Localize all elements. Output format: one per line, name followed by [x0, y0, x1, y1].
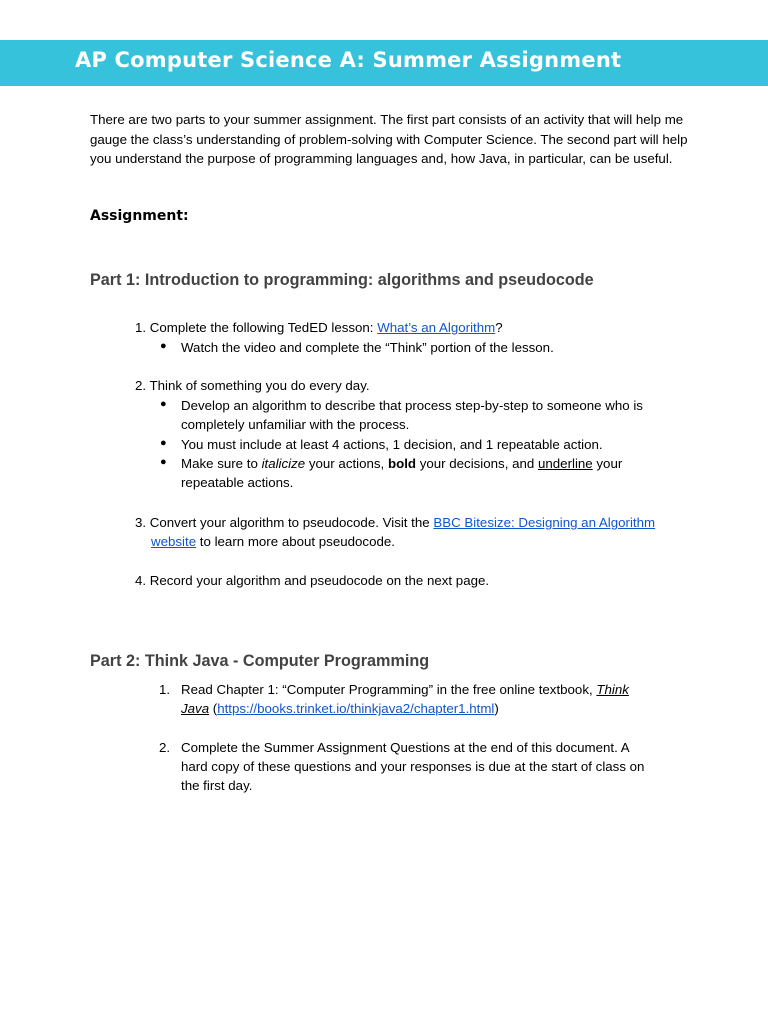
assignment-heading: Assignment:	[90, 208, 189, 224]
part1-item2-bullet2: You must include at least 4 actions, 1 decision, and 1 repeatable action.	[181, 437, 603, 452]
italicize-word: italicize	[261, 456, 306, 471]
part2-item2-line1: Complete the Summer Assignment Questions at the end of this document. A	[181, 740, 630, 755]
bullet-icon: ●	[160, 456, 167, 468]
bbc-bitesize-link[interactable]: BBC Bitesize: Designing an Algorithm	[433, 515, 656, 530]
bbc-bitesize-link-continued[interactable]: website	[151, 534, 197, 549]
think-java-url-link[interactable]: https://books.trinket.io/thinkjava2/chapter1.html	[217, 701, 495, 716]
bullet3-text: your decisions, and	[416, 456, 538, 471]
part2-item2-line2: hard copy of these questions and your responses is due at the start of class on	[181, 759, 645, 774]
page-title: AP Computer Science A: Summer Assignment	[75, 48, 622, 72]
part1-item1-suffix: ?	[495, 320, 503, 335]
part2-item2-number: 2.	[159, 740, 171, 755]
bullet3-text: Make sure to	[181, 456, 262, 471]
part2-item1-line1	[181, 680, 629, 700]
part2-heading: Part 2: Think Java - Computer Programming	[90, 652, 430, 670]
think-java-title: Think	[596, 682, 629, 697]
part1-item2: 2. Think of something you do every day.	[135, 378, 370, 393]
bullet-icon: ●	[160, 398, 167, 410]
bullet-icon: ●	[160, 340, 167, 352]
part1-item1	[135, 318, 503, 338]
bullet3-text: your	[592, 456, 623, 471]
part1-item1-bullet: Watch the video and complete the “Think” portion of the lesson.	[181, 340, 554, 355]
title-banner	[0, 40, 768, 86]
part1-item2-bullet1-line1: Develop an algorithm to describe that process step-by-step to someone who is	[181, 398, 643, 413]
bold-word: bold	[387, 456, 417, 471]
whats-an-algorithm-link[interactable]: What’s an Algorithm	[377, 320, 496, 335]
close-paren: )	[494, 701, 499, 716]
part2-item1-text: Read Chapter 1: “Computer Programming” in the free online textbook,	[181, 682, 597, 697]
open-paren: (	[209, 701, 218, 716]
part1-item2-bullet1-line2: completely unfamiliar with the process.	[181, 417, 410, 432]
part1-item2-bullet3	[181, 454, 622, 474]
part2-item1-number: 1.	[159, 682, 171, 697]
part2-item2-line3: the first day.	[181, 778, 253, 793]
part2-item1-line2	[181, 699, 499, 719]
underline-word: underline	[537, 456, 593, 471]
part1-item3	[135, 513, 655, 533]
part1-item2-bullet3-line2: repeatable actions.	[181, 475, 294, 490]
part1-item3-line2	[151, 532, 395, 552]
bullet-icon: ●	[160, 437, 167, 449]
part1-item4: 4. Record your algorithm and pseudocode on the next page.	[135, 573, 490, 588]
part1-heading: Part 1: Introduction to programming: algorithms and pseudocode	[90, 271, 594, 289]
part1-item3-suffix: to learn more about pseudocode.	[196, 534, 395, 549]
intro-paragraph: There are two parts to your summer assignment. The first part consists of an activity that will help me gauge the class’s understanding of problem-solving with Computer Science. The second part will help you understand the purpose of programming languages and, how Java, in particular, can be useful.	[90, 112, 688, 167]
part1-item3-text: 3. Convert your algorithm to pseudocode. Visit the	[135, 515, 434, 530]
part1-item1-text: 1. Complete the following TedED lesson:	[135, 320, 378, 335]
bullet3-text: your actions,	[305, 456, 388, 471]
think-java-title-continued: Java	[181, 701, 210, 716]
